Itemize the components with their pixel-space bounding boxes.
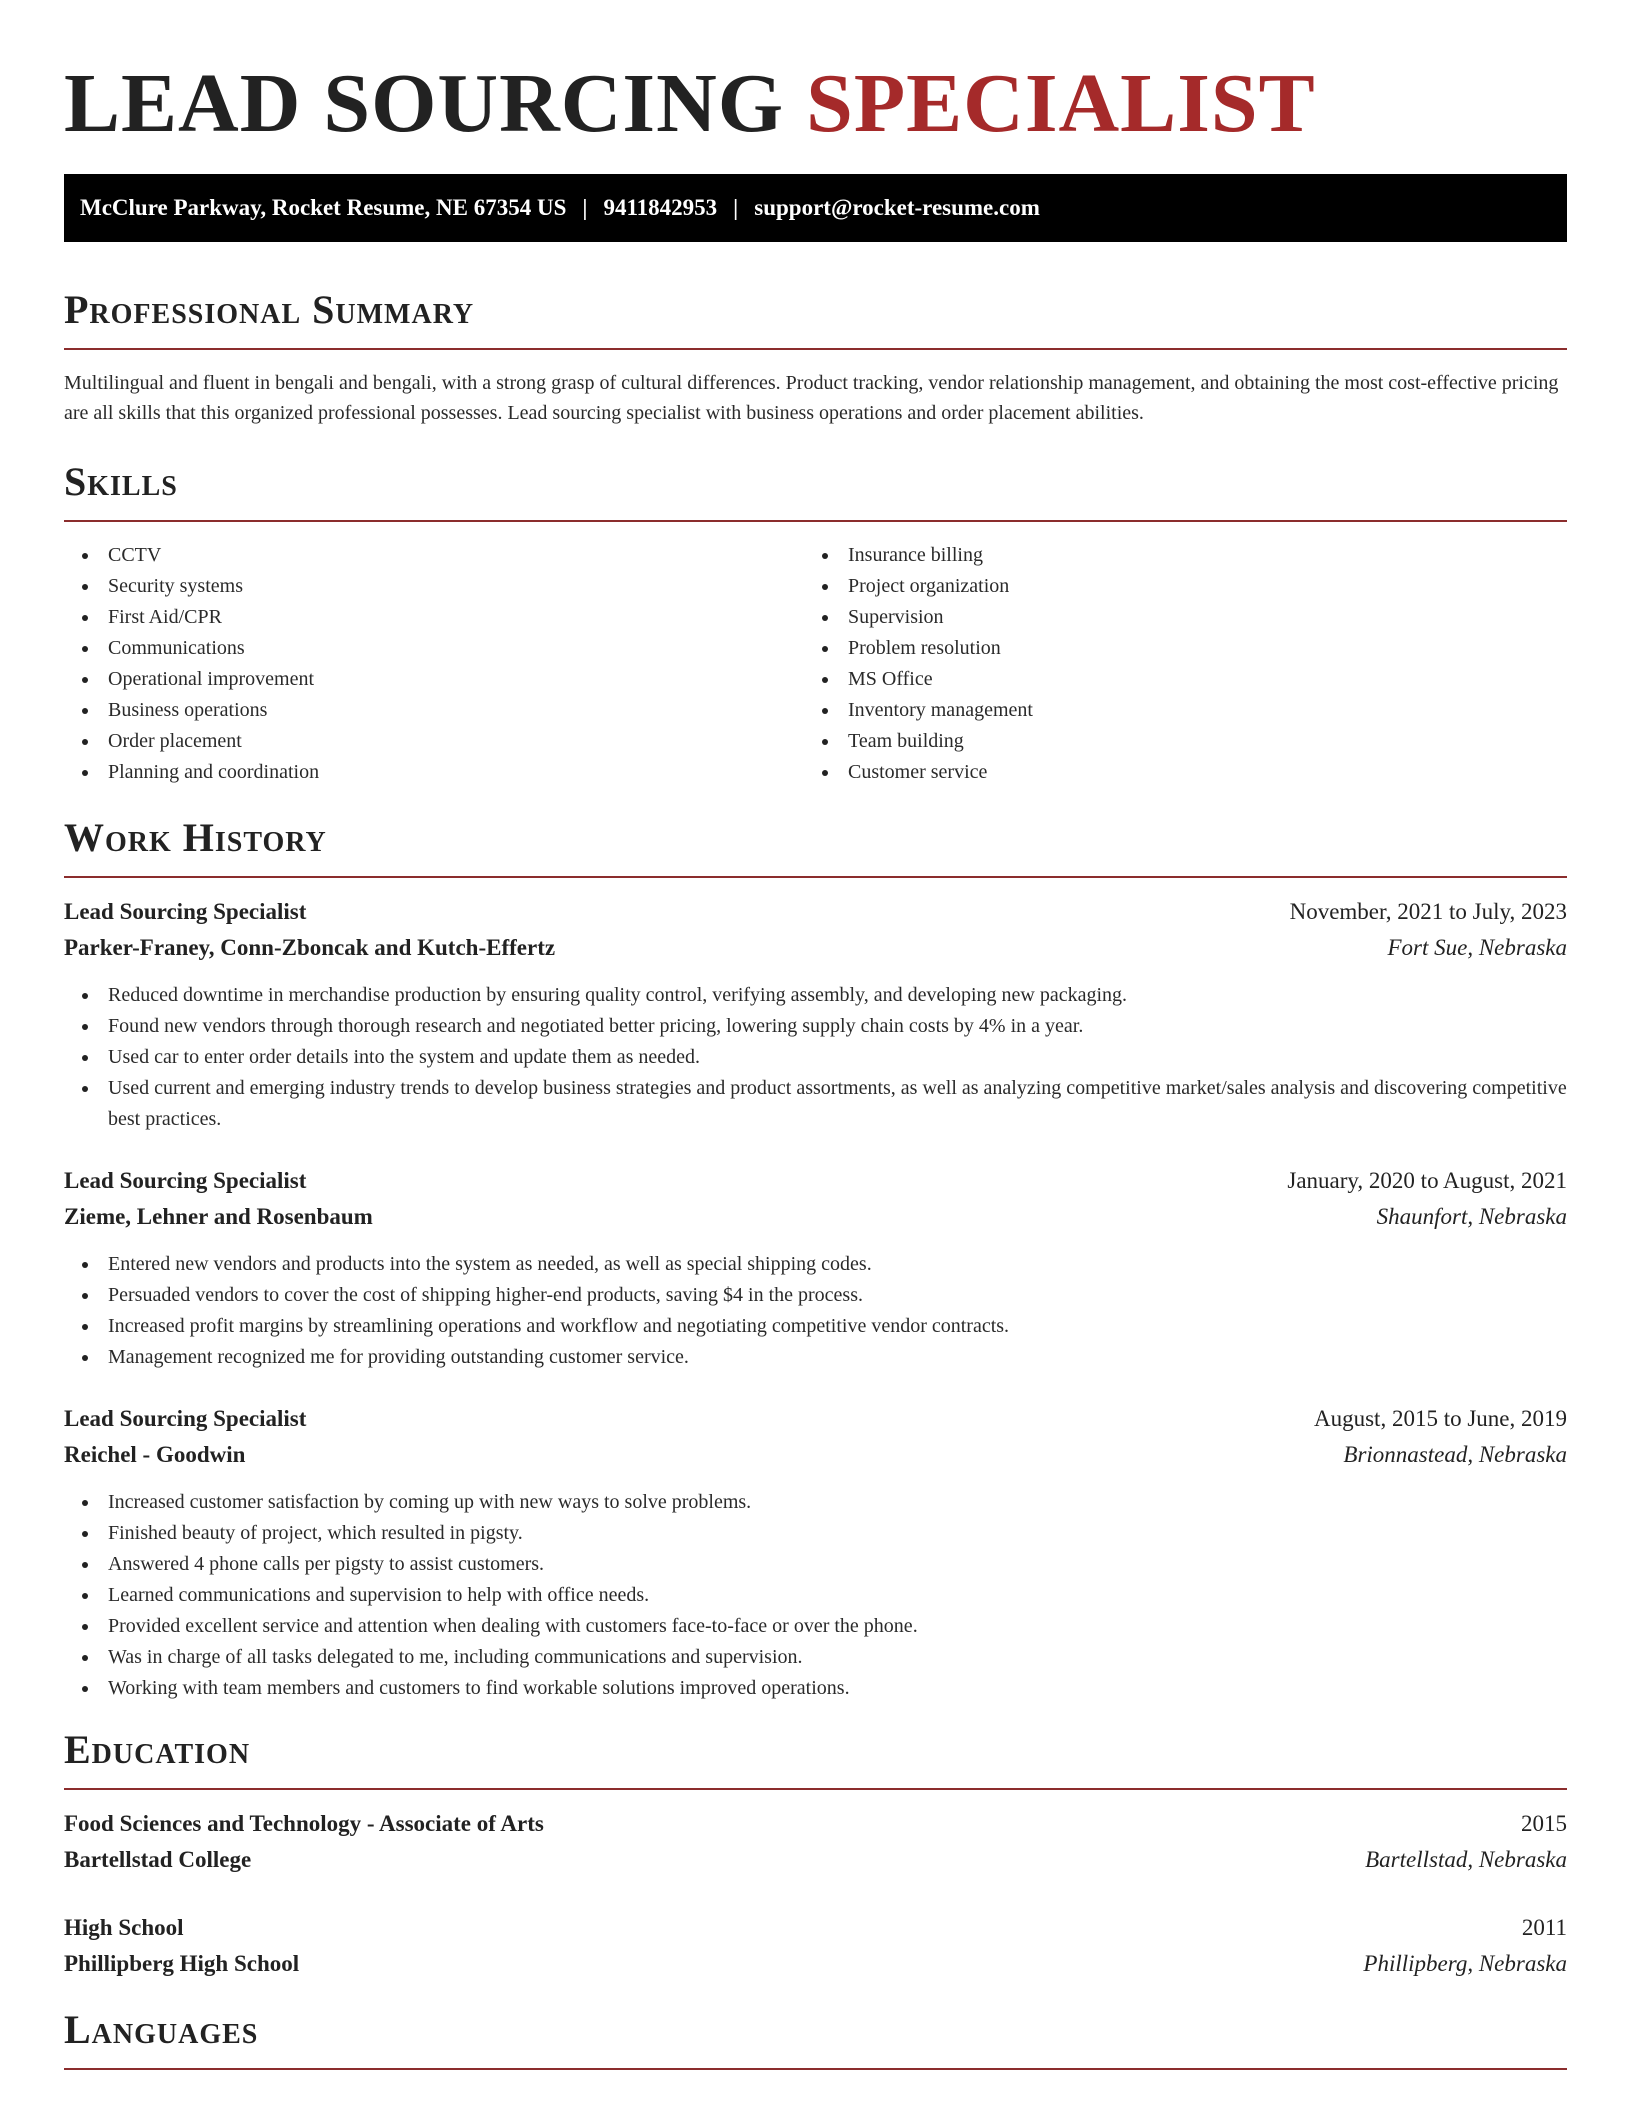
summary-section (64, 286, 1567, 428)
job-entry (64, 894, 1567, 1135)
job-entry (64, 1401, 1567, 1704)
education-school-row (64, 1946, 1567, 1982)
job-bullet: Found new vendors through thorough research and negotiated better pricing, lowering supply chain costs by 4% in a year. (64, 1011, 1567, 1042)
skill-item: First Aid/CPR (64, 602, 804, 633)
education-section (64, 1726, 1567, 1982)
job-title: Lead Sourcing Specialist (64, 1168, 307, 1193)
job-company: Zieme, Lehner and Rosenbaum (64, 1204, 373, 1229)
skill-item: Team building (804, 726, 1544, 757)
job-header-row (64, 1401, 1567, 1437)
education-degree-row (64, 1806, 1567, 1842)
skills-left-column (64, 540, 804, 788)
skill-item: Insurance billing (804, 540, 1544, 571)
education-heading: Education (64, 1727, 251, 1772)
resume-title (64, 58, 1567, 150)
skills-columns (64, 540, 1567, 788)
job-company: Parker-Franey, Conn-Zboncak and Kutch-Effertz (64, 935, 556, 960)
skill-item: MS Office (804, 664, 1544, 695)
title-main: LEAD SOURCING (64, 57, 785, 150)
job-location: Brionnastead, Nebraska (1343, 1442, 1567, 1467)
contact-phone: 9411842953 (603, 195, 718, 220)
education-location: Bartellstad, Nebraska (1365, 1847, 1567, 1872)
skill-item: Order placement (64, 726, 804, 757)
contact-bar (64, 174, 1567, 242)
job-bullet: Learned communications and supervision to help with office needs. (64, 1580, 1567, 1611)
job-header-row (64, 894, 1567, 930)
skill-item: Customer service (804, 757, 1544, 788)
summary-text: Multilingual and fluent in bengali and bengali, with a strong grasp of cultural differences. Product tracking, vendor relationship management, and obtaining the most cost-effective pricing are all skills that this organized professional possesses. Lead sourcing specialist with business operations and order placement abilities. (64, 372, 1559, 424)
job-company-row (64, 930, 1567, 966)
education-degree-row (64, 1910, 1567, 1946)
job-dates: November, 2021 to July, 2023 (1289, 899, 1567, 924)
job-bullet: Working with team members and customers to find workable solutions improved operations. (64, 1673, 1567, 1704)
job-bullet: Used car to enter order details into the system and update them as needed. (64, 1042, 1567, 1073)
skill-item: Problem resolution (804, 633, 1544, 664)
contact-email: support@rocket-resume.com (754, 195, 1040, 220)
job-bullet: Increased customer satisfaction by coming up with new ways to solve problems. (64, 1487, 1567, 1518)
job-dates: January, 2020 to August, 2021 (1287, 1168, 1567, 1193)
job-entry (64, 1163, 1567, 1373)
section-divider (64, 876, 1567, 878)
skill-item: Inventory management (804, 695, 1544, 726)
education-entry (64, 1806, 1567, 1878)
job-bullet: Finished beauty of project, which resulted in pigsty. (64, 1518, 1567, 1549)
job-bullet: Was in charge of all tasks delegated to me, including communications and supervision. (64, 1642, 1567, 1673)
languages-section (64, 2006, 1567, 2070)
job-bullets (64, 1249, 1567, 1373)
contact-separator: | (733, 195, 739, 220)
job-title: Lead Sourcing Specialist (64, 899, 307, 924)
skill-item: Supervision (804, 602, 1544, 633)
skill-item: Project organization (804, 571, 1544, 602)
education-year: 2015 (1521, 1811, 1567, 1836)
section-divider (64, 1788, 1567, 1790)
summary-heading: Professional Summary (64, 287, 475, 332)
contact-address: McClure Parkway, Rocket Resume, NE 67354 US (80, 195, 567, 220)
job-bullet: Increased profit margins by streamlining operations and workflow and negotiating competitive vendor contracts. (64, 1311, 1567, 1342)
job-bullet: Management recognized me for providing outstanding customer service. (64, 1342, 1567, 1373)
education-year: 2011 (1521, 1915, 1567, 1940)
title-accent: SPECIALIST (806, 57, 1316, 150)
education-school-row (64, 1842, 1567, 1878)
skill-item: Communications (64, 633, 804, 664)
skills-right-column (804, 540, 1544, 788)
work-history-section (64, 814, 1567, 1704)
skill-item: Operational improvement (64, 664, 804, 695)
work-history-heading: Work History (64, 815, 327, 860)
job-title: Lead Sourcing Specialist (64, 1406, 307, 1431)
job-bullet: Reduced downtime in merchandise production by ensuring quality control, verifying assembly, and developing new packaging. (64, 980, 1567, 1011)
education-location: Phillipberg, Nebraska (1363, 1951, 1567, 1976)
job-bullet: Provided excellent service and attention when dealing with customers face-to-face or over the phone. (64, 1611, 1567, 1642)
job-location: Fort Sue, Nebraska (1387, 935, 1567, 960)
education-school: Phillipberg High School (64, 1951, 300, 1976)
job-bullet: Answered 4 phone calls per pigsty to assist customers. (64, 1549, 1567, 1580)
job-bullet: Used current and emerging industry trends to develop business strategies and product assortments, as well as analyzing competitive market/sales analysis and discovering competitive best practices. (64, 1073, 1567, 1135)
education-degree: Food Sciences and Technology - Associate of Arts (64, 1811, 544, 1836)
education-school: Bartellstad College (64, 1847, 252, 1872)
section-divider (64, 520, 1567, 522)
section-divider (64, 348, 1567, 350)
skill-item: CCTV (64, 540, 804, 571)
skills-section (64, 458, 1567, 788)
job-location: Shaunfort, Nebraska (1376, 1204, 1567, 1229)
job-company-row (64, 1437, 1567, 1473)
contact-separator: | (582, 195, 588, 220)
skills-heading: Skills (64, 459, 178, 504)
skill-item: Planning and coordination (64, 757, 804, 788)
job-company-row (64, 1199, 1567, 1235)
resume-page (64, 0, 1567, 2070)
job-bullet: Persuaded vendors to cover the cost of shipping higher-end products, saving $4 in the process. (64, 1280, 1567, 1311)
skill-item: Security systems (64, 571, 804, 602)
job-bullets (64, 980, 1567, 1135)
education-degree: High School (64, 1915, 184, 1940)
languages-heading: Languages (64, 2007, 259, 2052)
job-dates: August, 2015 to June, 2019 (1314, 1406, 1567, 1431)
job-company: Reichel - Goodwin (64, 1442, 246, 1467)
skill-item: Business operations (64, 695, 804, 726)
job-bullet: Entered new vendors and products into the system as needed, as well as special shipping codes. (64, 1249, 1567, 1280)
section-divider (64, 2068, 1567, 2070)
job-header-row (64, 1163, 1567, 1199)
job-bullets (64, 1487, 1567, 1704)
education-entry (64, 1910, 1567, 1982)
